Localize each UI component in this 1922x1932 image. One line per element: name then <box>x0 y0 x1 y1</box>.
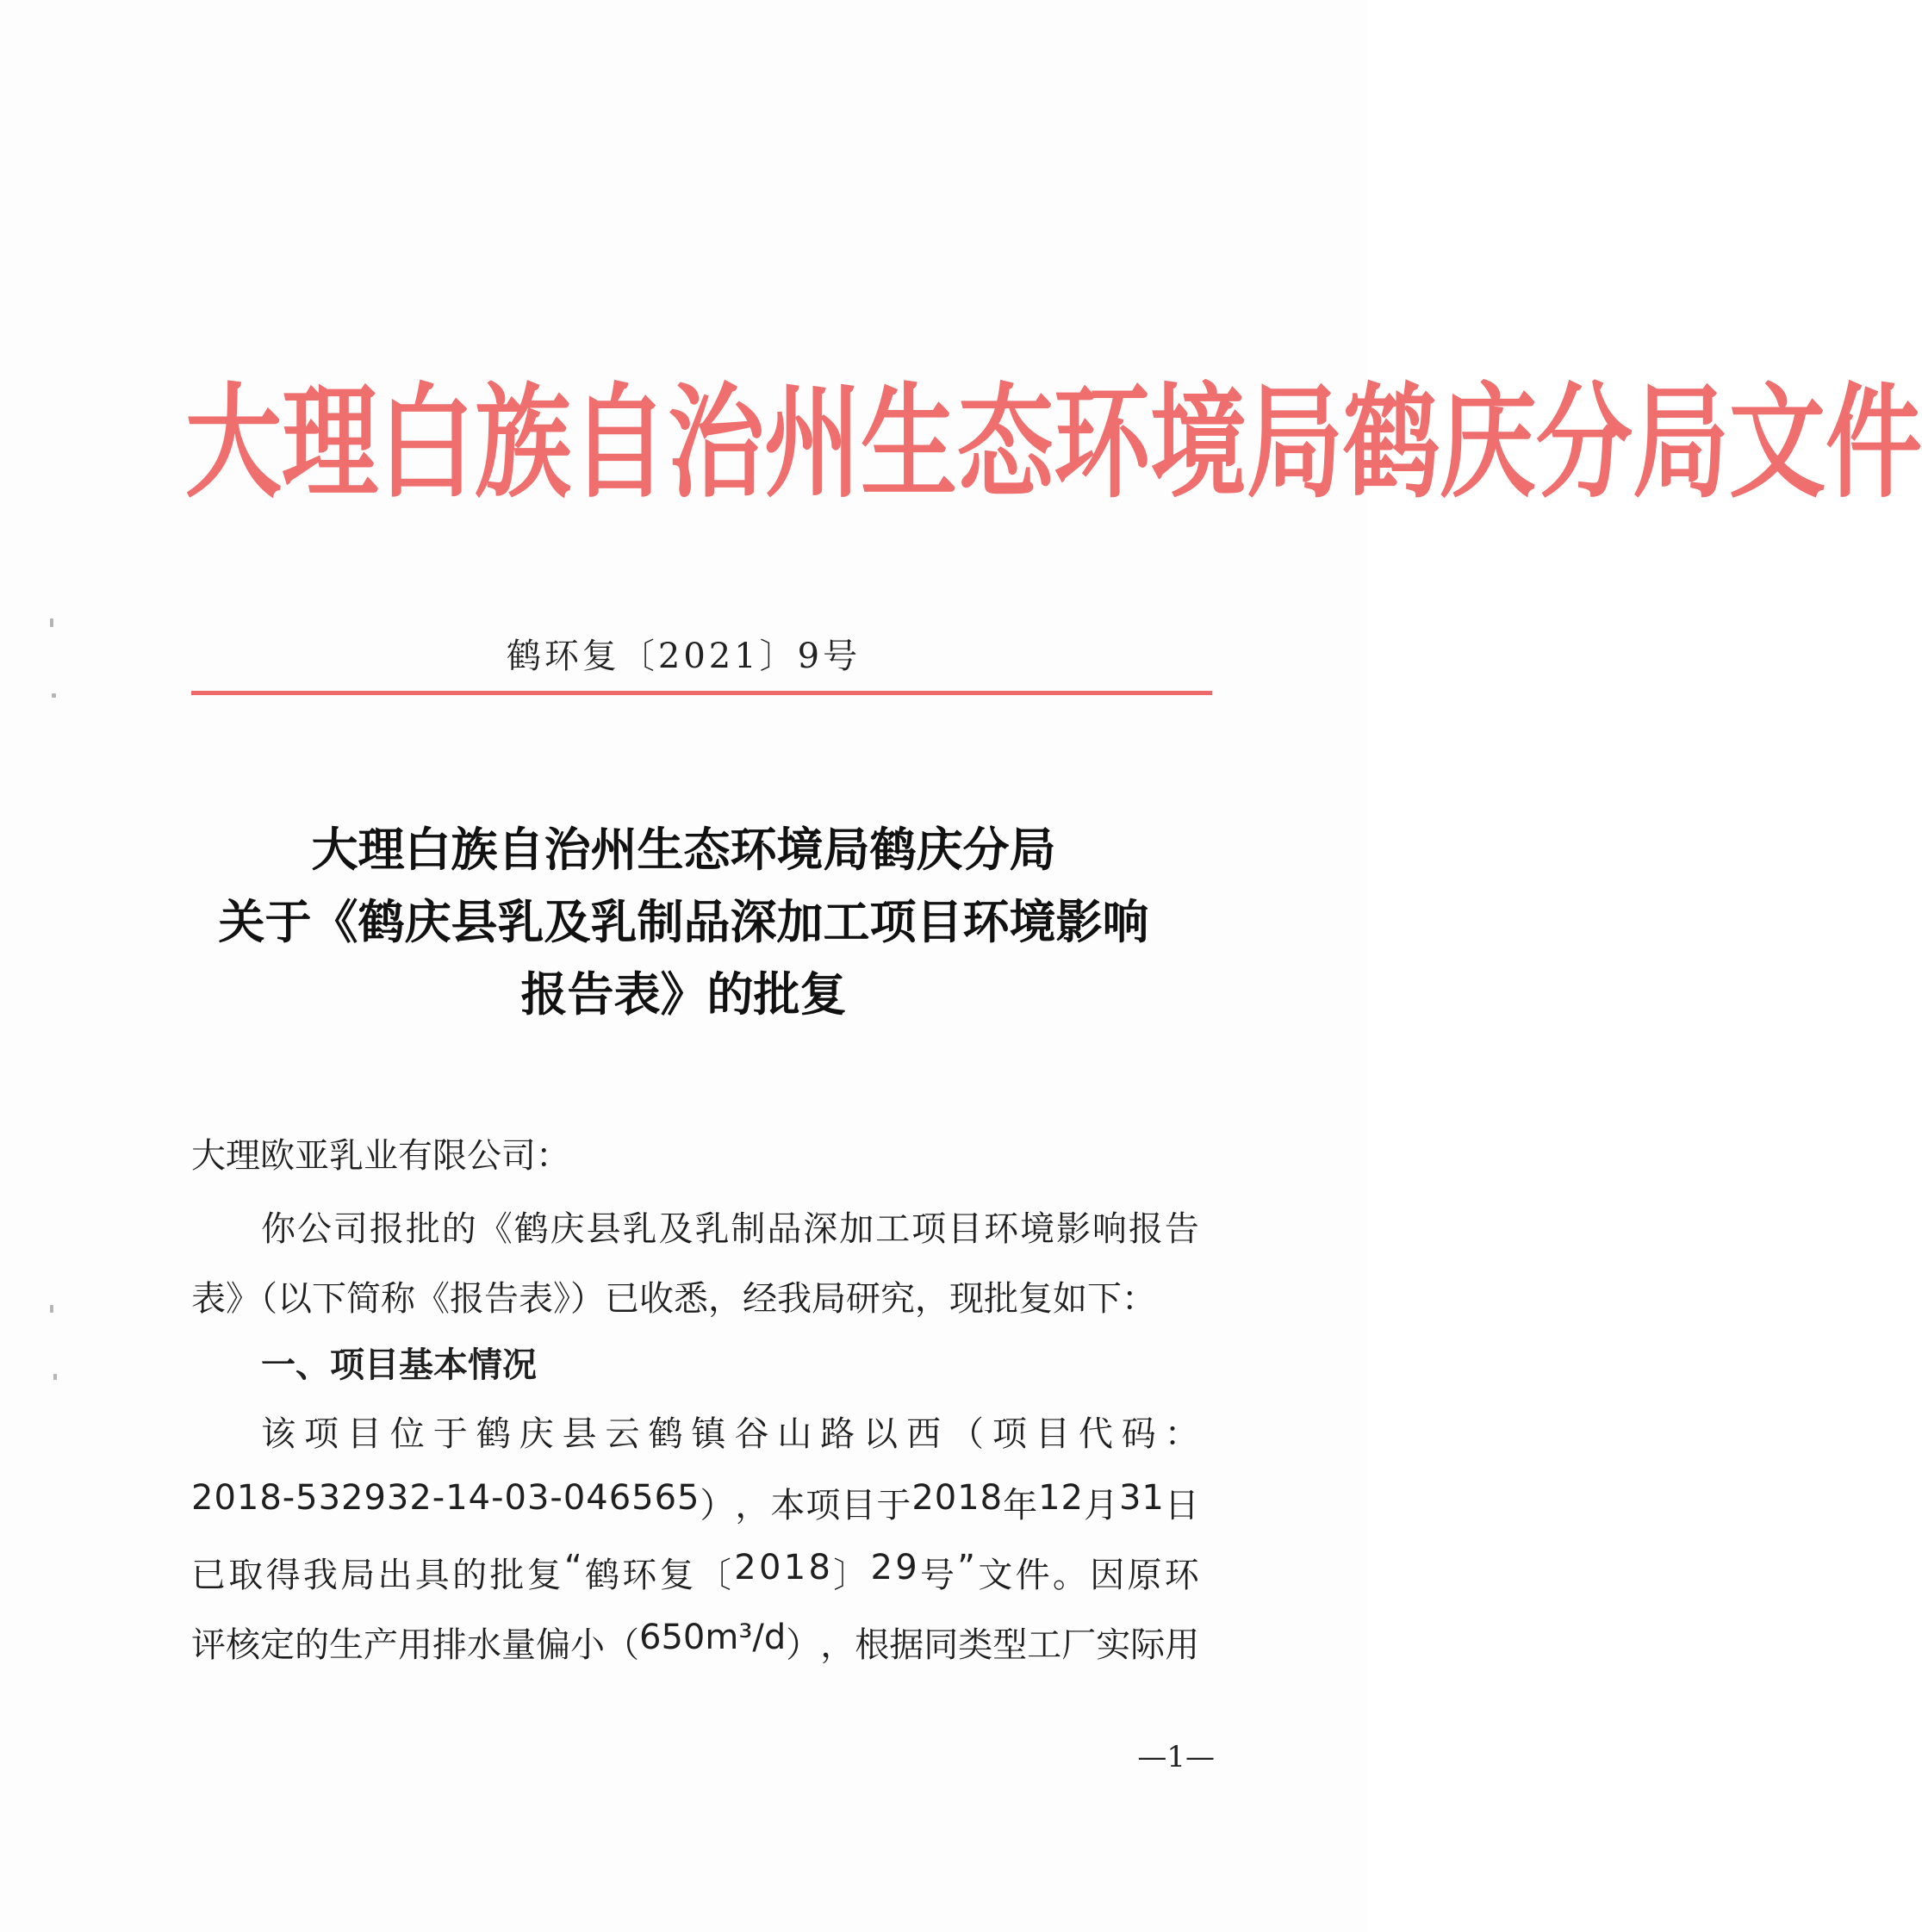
paragraph2-line-1: 该 项 目 位 于 鹤 庆 县 云 鹤 镇 谷 山 路 以 西 （ 项 目 代 码 ： <box>261 1414 1199 1454</box>
scan-speck <box>52 693 56 698</box>
document-number: 鹤环复〔2021〕9号 <box>506 637 861 676</box>
masthead-title: 大 理 白 族 自 治 州 生 态 环 境 局 鹤 庆 分 局 文 件 <box>185 370 1922 516</box>
scan-speck <box>50 618 53 627</box>
addressee: 大理欧亚乳业有限公司： <box>191 1136 570 1176</box>
paragraph2-line-3: 已 取 得 我 局 出 具 的 批 复 “ 鹤 环 复 〔 2 0 1 8 〕 2 9 号 ” 文 件 。 因 原 环 <box>191 1548 1199 1595</box>
title-line-2: 关于《鹤庆县乳及乳制品深加工项目环境影响 <box>218 895 1149 949</box>
section-heading: 一、项目基本情况 <box>261 1345 537 1385</box>
document-title <box>172 814 1195 1031</box>
title-line-1: 大理白族自治州生态环境局鹤庆分局 <box>311 823 1056 877</box>
paragraph1-line-2: 表》（以下简称《报告表》）已收悉，经我局研究，现批复如下： <box>191 1279 1156 1319</box>
scan-speck <box>50 1305 53 1313</box>
red-divider-line <box>191 691 1212 695</box>
scan-speck <box>53 1374 57 1380</box>
paragraph2-line-2: 2 0 1 8 - 5 3 2 9 3 2 - 1 4 - 0 3 - 0 4 6 5 6 5 ） ， 本 项 目 于 2 0 1 8 年 1 2 月 3 1 日 <box>191 1478 1199 1525</box>
paragraph1-line-1: 你 公 司 报 批 的 《 鹤 庆 县 乳 及 乳 制 品 深 加 工 项 目 环 境 影 响 报 告 <box>261 1209 1199 1249</box>
title-line-3: 报告表》的批复 <box>520 967 847 1022</box>
page-number: —1— <box>1137 1740 1215 1774</box>
paragraph2-line-4: 评 核 定 的 生 产 用 排 水 量 偏 小 （ 6 5 0 m ³ / d ） ， 根 据 同 类 型 工 厂 实 际 用 <box>191 1618 1200 1665</box>
